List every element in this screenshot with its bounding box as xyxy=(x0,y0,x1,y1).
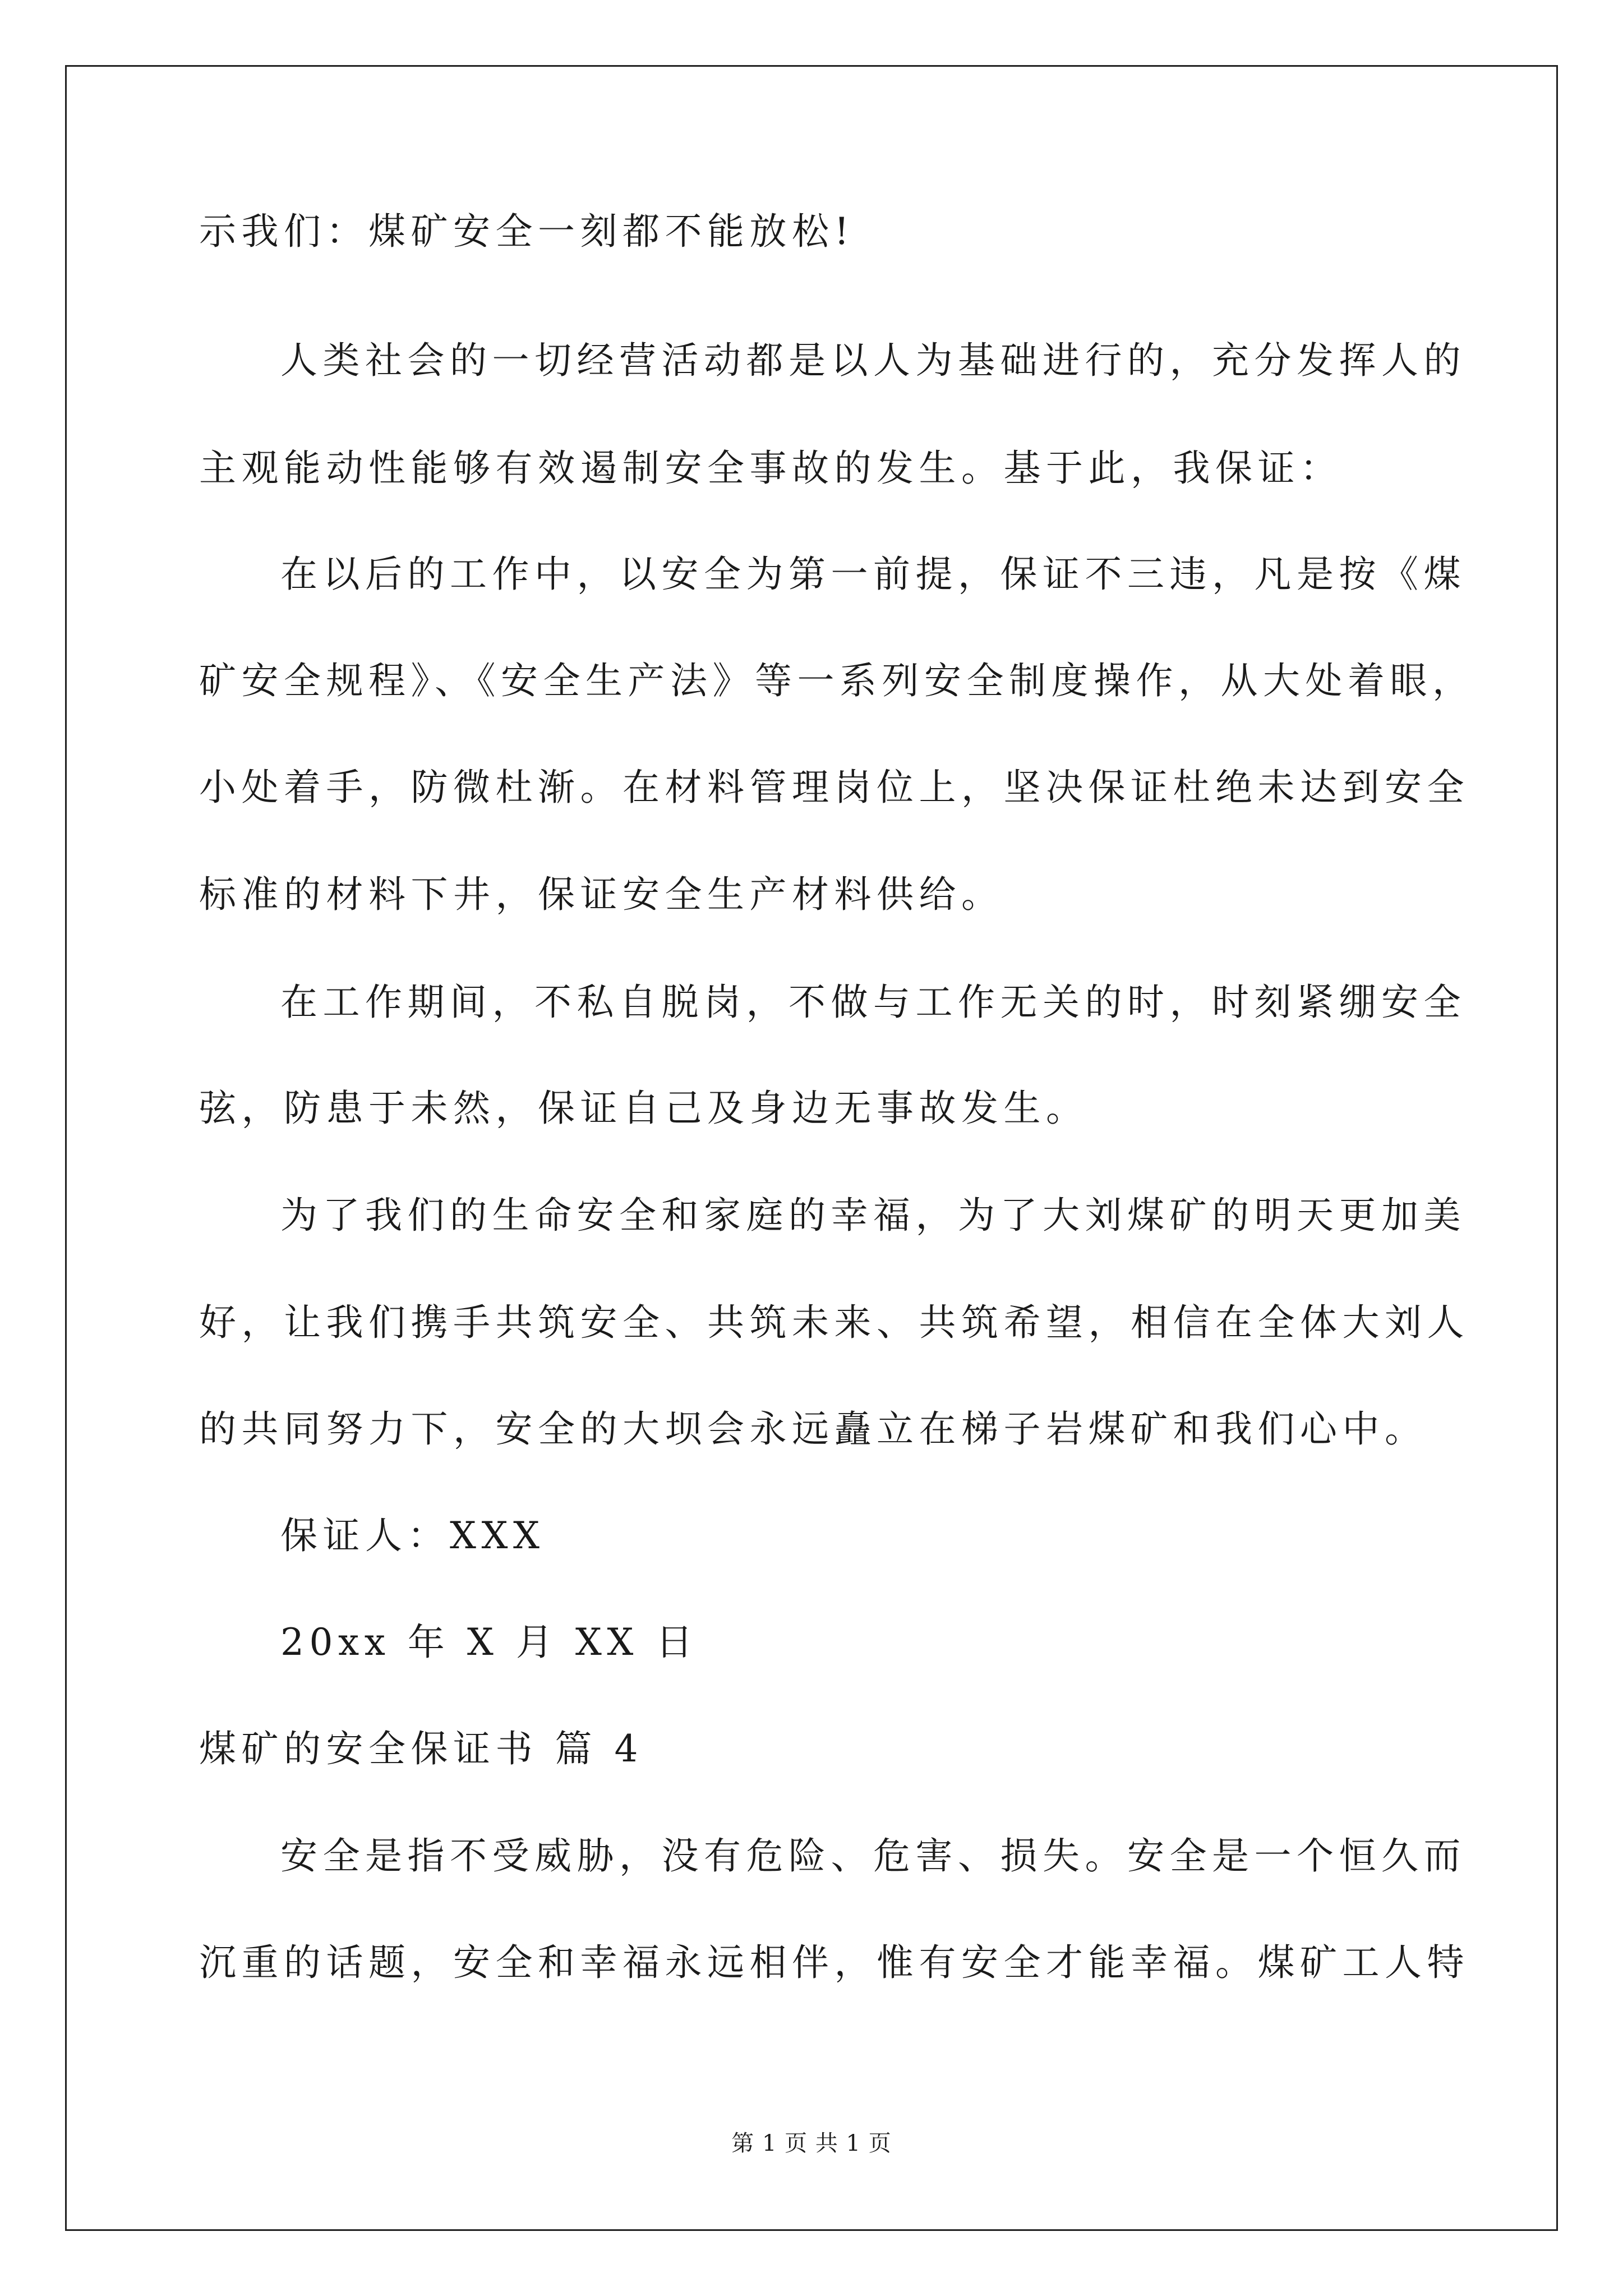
text-line-12: 的共同努力下，安全的大坝会永远矗立在梯子岩煤矿和我们心中。 xyxy=(199,1407,1427,1451)
page-number-footer: 第 1 页 共 1 页 xyxy=(731,2131,892,2156)
text-line-11: 好，让我们携手共筑安全、共筑未来、共筑希望，相信在全体大刘人 xyxy=(199,1301,1469,1344)
page-border xyxy=(65,65,1558,2231)
date-line: 20xx 年 X 月 XX 日 xyxy=(280,1621,698,1664)
text-line-1: 示我们：煤矿安全一刻都不能放松! xyxy=(199,210,855,253)
text-line-8: 在工作期间，不私自脱岗，不做与工作无关的时，时刻紧绷安全 xyxy=(280,981,1466,1024)
text-line-2: 人类社会的一切经营活动都是以人为基础进行的，充分发挥人的 xyxy=(280,339,1466,382)
text-line-6: 小处着手，防微杜渐。在材料管理岗位上，坚决保证杜绝未达到安全 xyxy=(199,766,1469,809)
text-line-5: 矿安全规程》、《安全生产法》等一系列安全制度操作，从大处着眼， xyxy=(199,659,1475,702)
section-heading: 煤矿的安全保证书 篇 4 xyxy=(199,1727,643,1770)
text-line-9: 弦，防患于未然，保证自己及身边无事故发生。 xyxy=(199,1087,1089,1130)
text-line-3: 主观能动性能够有效遏制安全事故的发生。基于此，我保证： xyxy=(199,447,1343,490)
signatory-line: 保证人：XXX xyxy=(280,1514,545,1557)
text-line-10: 为了我们的生命安全和家庭的幸福，为了大刘煤矿的明天更加美 xyxy=(280,1194,1466,1237)
text-line-4: 在以后的工作中，以安全为第一前提，保证不三违，凡是按《煤 xyxy=(280,553,1466,596)
text-line-17: 沉重的话题，安全和幸福永远相伴，惟有安全才能幸福。煤矿工人特 xyxy=(199,1941,1469,1984)
text-line-16: 安全是指不受威胁，没有危险、危害、损失。安全是一个恒久而 xyxy=(280,1834,1466,1878)
text-line-7: 标准的材料下井，保证安全生产材料供给。 xyxy=(199,873,1004,916)
